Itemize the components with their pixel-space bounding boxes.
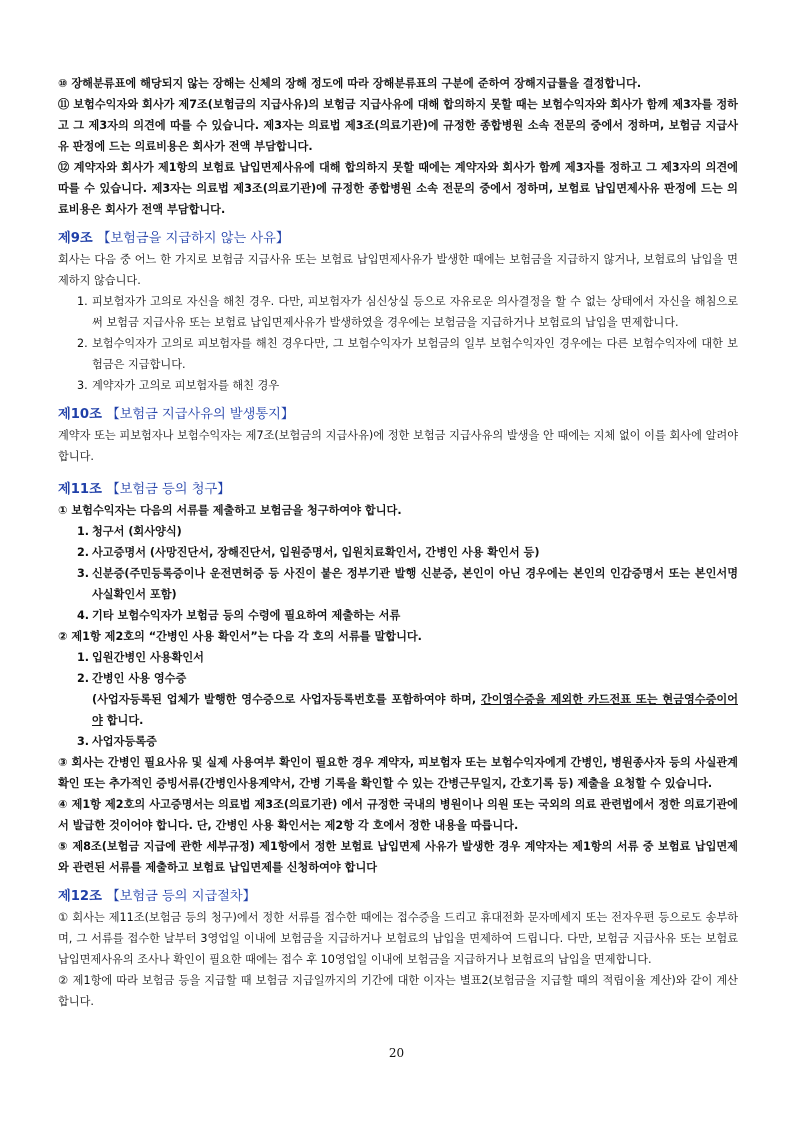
- article-10-title: 【보험금 지급사유의 발생통지】: [106, 407, 295, 422]
- receipt-note: [58, 689, 738, 731]
- list-item-text: 기타 보험수익자가 보험금 등의 수령에 필요하여 제출하는 서류: [92, 609, 401, 622]
- article-12-heading: [58, 887, 738, 907]
- list-item-text: 사고증명서 (사망진단서, 장해진단서, 입원증명서, 입원치료확인서, 간병인 사용 확인서 등): [92, 546, 540, 559]
- list-item: [58, 668, 738, 689]
- article-12-paragraph-2: ② 제1항에 따라 보험금 등을 지급할 때 보험금 지급일까지의 기간에 대한 이자는 별표2(보험금을 지급할 때의 적립이율 계산)와 같이 계산합니다.: [58, 974, 738, 1008]
- document-body: [58, 73, 738, 1012]
- list-item-text: 신분증(주민등록증이나 운전면허증 등 사진이 붙은 정부기관 발행 신분증, 본인이 아닌 경우에는 본인의 인감증명서 또는 본인서명사실확인서 포함): [92, 567, 738, 601]
- list-item-text: 계약자가 고의로 피보험자를 해친 경우: [92, 379, 280, 392]
- list-item-number: 3.: [77, 567, 90, 580]
- article-9-title: 【보험금을 지급하지 않는 사유】: [97, 231, 290, 246]
- list-item-number: 3.: [77, 735, 90, 748]
- list-item-number: 2.: [77, 672, 90, 685]
- list-item-number: 1.: [77, 651, 90, 664]
- article-10-number: 제10조: [58, 407, 102, 422]
- paragraph-10: ⑩ 장해분류표에 해당되지 않는 장해는 신체의 장해 정도에 따라 장해분류표의 구분에 준하여 장해지급률을 결정합니다.: [58, 77, 642, 90]
- list-item: [58, 647, 738, 668]
- page-number: 20: [388, 1046, 405, 1060]
- list-item: [58, 333, 738, 375]
- article-11-paragraph-3: ③ 회사는 간병인 필요사유 및 실제 사용여부 확인이 필요한 경우 계약자, 피보험자 또는 보험수익자에게 간병인, 병원종사자 등의 사실관계 확인 또는 추가적인 증빙서류(간병인사용계약서, 간병 기록을 확인할 수 있는 간병근무일지, 간호기록 등) 제출을 요청할 수 있습니다.: [58, 756, 738, 790]
- list-item: [58, 563, 738, 605]
- article-10-text: 계약자 또는 피보험자나 보험수익자는 제7조(보험금의 지급사유)에 정한 보험금 지급사유의 발생을 안 때에는 지체 없이 이를 회사에 알려야 합니다.: [58, 429, 738, 463]
- list-item: [58, 291, 738, 333]
- list-item: [58, 375, 738, 396]
- list-item-number: 3.: [77, 379, 88, 392]
- list-item: [58, 521, 738, 542]
- list-item-text: 피보험자가 고의로 자신을 해친 경우. 다만, 피보험자가 심신상실 등으로 자유로운 의사결정을 할 수 없는 상태에서 자신을 해침으로써 보험금 지급사유 또는 보험료 납입면제사유가 발생하였을 경우에는 보험금을 지급하거나 보험료의 납입을 면제합니다.: [92, 295, 738, 329]
- list-item-text: 청구서 (회사양식): [92, 525, 182, 538]
- list-item-number: 1.: [77, 525, 90, 538]
- article-9-heading: [58, 229, 738, 249]
- article-11-title: 【보험금 등의 청구】: [106, 482, 231, 497]
- article-11-paragraph-2: ② 제1항 제2호의 “간병인 사용 확인서”는 다음 각 호의 서류를 말합니다.: [58, 630, 422, 643]
- article-9-intro: 회사는 다음 중 어느 한 가지로 보험금 지급사유 또는 보험료 납입면제사유가 발생한 때에는 보험금을 지급하지 않거나, 보험료의 납입을 면제하지 않습니다.: [58, 253, 738, 287]
- paragraph-12: ⑫ 계약자와 회사가 제1항의 보험료 납입면제사유에 대해 합의하지 못할 때에는 계약자와 회사가 함께 제3자를 정하고 그 제3자의 의견에 따를 수 있습니다. 제3자는 의료법 제3조(의료기관)에 규정한 종합병원 소속 전문의 중에서 정하며, 보험료 납입면제사유 판정에 드는 의료비용은 회사가 전액 부담합니다.: [58, 161, 738, 216]
- list-item: [58, 605, 738, 626]
- article-11-paragraph-1: ① 보험수익자는 다음의 서류를 제출하고 보험금을 청구하여야 합니다.: [58, 504, 402, 517]
- list-item-number: 1.: [77, 295, 88, 308]
- paragraph-11: ⑪ 보험수익자와 회사가 제7조(보험금의 지급사유)의 보험금 지급사유에 대해 합의하지 못할 때는 보험수익자와 회사가 함께 제3자를 정하고 그 제3자의 의견에 따를 수 있습니다. 제3자는 의료법 제3조(의료기관)에 규정한 종합병원 소속 전문의 중에서 정하며, 보험금 지급사유 판정에 드는 의료비용은 회사가 전액 부담합니다.: [58, 98, 738, 153]
- list-item-text: 보험수익자가 고의로 피보험자를 해친 경우다만, 그 보험수익자가 보험금의 일부 보험수익자인 경우에는 다른 보험수익자에 대한 보험금은 지급합니다.: [92, 337, 738, 371]
- article-12-number: 제12조: [58, 889, 102, 904]
- list-item-number: 4.: [77, 609, 90, 622]
- receipt-note-text-b: 합니다.: [102, 714, 144, 727]
- article-10-heading: [58, 405, 738, 425]
- article-12-title: 【보험금 등의 지급절차】: [106, 889, 256, 904]
- receipt-note-underlined: 간이영수증을 제외한 카드전표 또는 현금영수증이어야: [92, 693, 738, 727]
- list-item: [58, 542, 738, 563]
- list-item: [58, 731, 738, 752]
- article-11-number: 제11조: [58, 482, 102, 497]
- article-11-paragraph-4: ④ 제1항 제2호의 사고증명서는 의료법 제3조(의료기관) 에서 규정한 국내의 병원이나 의원 또는 국외의 의료 관련법에서 정한 의료기관에서 발급한 것이어야 합니다. 단, 간병인 사용 확인서는 제2항 각 호에서 정한 내용을 따릅니다.: [58, 798, 738, 832]
- article-9-number: 제9조: [58, 231, 93, 246]
- list-item-number: 2.: [77, 337, 88, 350]
- list-item-text: 간병인 사용 영수증: [92, 672, 187, 685]
- article-12-paragraph-1: ① 회사는 제11조(보험금 등의 청구)에서 정한 서류를 접수한 때에는 접수증을 드리고 휴대전화 문자메세지 또는 전자우편 등으로도 송부하며, 그 서류를 접수한 날부터 3영업일 이내에 보험금을 지급하거나 보험료의 납입을 면제하여 드립니다. 다만, 보험금 지급사유 또는 보험료 납입면제사유의 조사나 확인이 필요한 때에는 접수 후 10영업일 이내에 보험금을 지급하거나 보험료의 납입을 면제합니다.: [58, 911, 738, 966]
- article-11-heading: [58, 480, 738, 500]
- list-item-text: 입원간병인 사용확인서: [92, 651, 204, 664]
- list-item-text: 사업자등록증: [92, 735, 157, 748]
- list-item-number: 2.: [77, 546, 90, 559]
- article-11-paragraph-5: ⑤ 제8조(보험금 지급에 관한 세부규정) 제1항에서 정한 보험료 납입면제 사유가 발생한 경우 계약자는 제1항의 서류 중 보험료 납입면제와 관련된 서류를 제출하고 보험료 납입면제를 신청하여야 합니다: [58, 840, 738, 874]
- receipt-note-text-a: (사업자등록된 업체가 발행한 영수증으로 사업자등록번호를 포함하여야 하며,: [92, 693, 481, 706]
